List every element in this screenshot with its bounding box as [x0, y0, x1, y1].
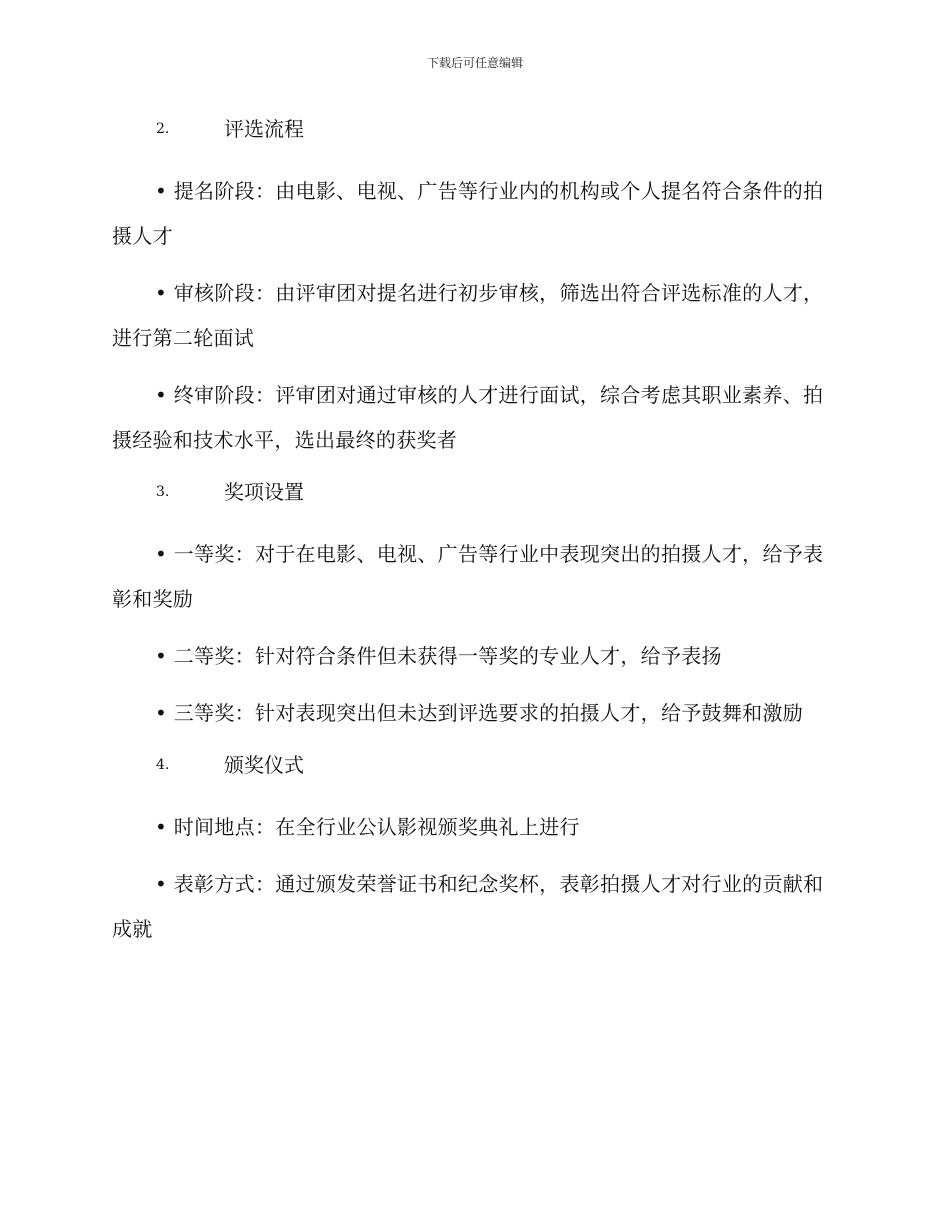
section-heading-3: [112, 475, 824, 509]
list-item: • 一等奖：对于在电影、电视、广告等行业中表现突出的拍摄人才，给予表彰和奖励: [112, 542, 824, 611]
section-number: 2.: [156, 121, 170, 137]
document-body: [112, 112, 824, 964]
list-item: • 时间地点：在全行业公认影视颁奖典礼上进行: [155, 815, 580, 839]
page-header-note: 下载后可任意编辑: [426, 56, 523, 70]
section-heading-2: [112, 112, 824, 146]
section-title: 颁奖仪式: [224, 753, 304, 777]
list-item: • 审核阶段：由评审团对提名进行初步审核，筛选出符合评选标准的人才，进行第二轮面试: [112, 281, 824, 350]
list-item: • 表彰方式：通过颁发荣誉证书和纪念奖杯，表彰拍摄人才对行业的贡献和成就: [112, 872, 824, 941]
section-number: 4.: [156, 757, 170, 773]
section-heading-4: [112, 748, 824, 782]
list-item: • 二等奖：针对符合条件但未获得一等奖的专业人才，给予表扬: [155, 644, 722, 668]
section-title: 奖项设置: [224, 480, 304, 504]
list-item: • 终审阶段：评审团对通过审核的人才进行面试，综合考虑其职业素养、拍摄经验和技术水平，选出最终的获奖者: [112, 383, 824, 452]
section-title: 评选流程: [224, 117, 304, 141]
section-number: 3.: [156, 484, 170, 500]
list-item: • 提名阶段：由电影、电视、广告等行业内的机构或个人提名符合条件的拍摄人才: [112, 179, 824, 248]
list-item: • 三等奖：针对表现突出但未达到评选要求的拍摄人才，给予鼓舞和激励: [155, 701, 804, 725]
